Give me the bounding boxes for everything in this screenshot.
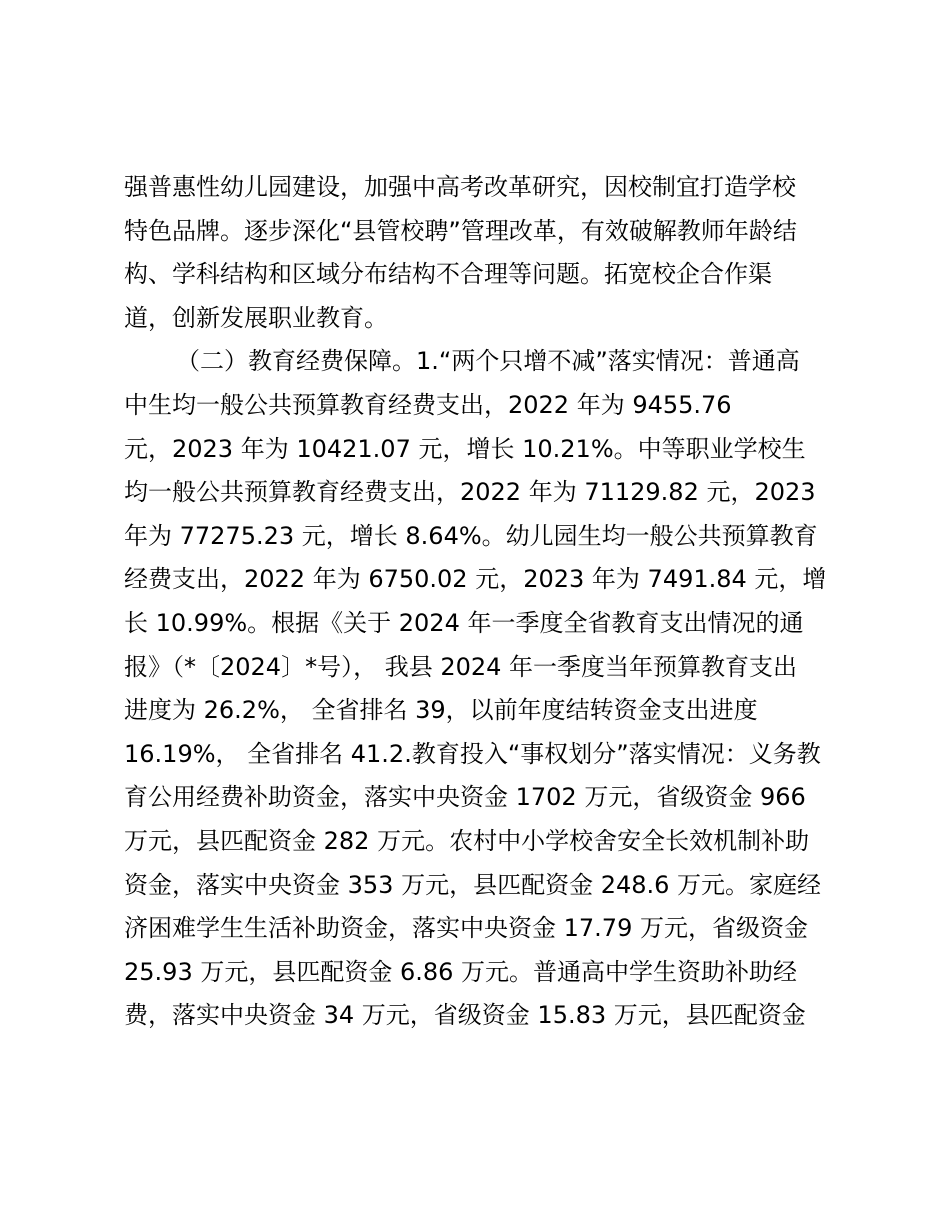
text-line: 济困难学生生活补助资金，落实中央资金 17.79 万元，省级资金 <box>124 914 808 943</box>
text-line: 长 10.99%。根据《关于 2024 年一季度全省教育支出情况的通 <box>124 608 804 637</box>
text-line: 元，2023 年为 10421.07 元，增长 10.21%。中等职业学校生 <box>124 434 806 463</box>
text-line: 万元，县匹配资金 282 万元。农村中小学校舍安全长效机制补助 <box>124 826 810 855</box>
text-line: 年为 77275.23 元，增长 8.64%。幼儿园生均一般公共预算教育 <box>124 521 818 550</box>
text-line: 16.19%， 全省排名 41.2.教育投入“事权划分”落实情况：义务教 <box>124 739 821 768</box>
text-line: 道，创新发展职业教育。 <box>124 303 388 332</box>
text-line: 均一般公共预算教育经费支出，2022 年为 71129.82 元，2023 <box>124 478 816 507</box>
text-line: 中生均一般公共预算教育经费支出，2022 年为 9455.76 <box>124 390 732 419</box>
text-line: 特色品牌。逐步深化“县管校聘”管理改革，有效破解教师年龄结 <box>124 216 797 245</box>
text-line: 经费支出，2022 年为 6750.02 元，2023 年为 7491.84 元，增 <box>124 565 827 594</box>
text-line: 强普惠性幼儿园建设，加强中高考改革研究，因校制宜打造学校 <box>124 173 796 201</box>
body-text <box>124 166 844 1038</box>
text-line: 资金，落实中央资金 353 万元，县匹配资金 248.6 万元。家庭经 <box>124 870 822 899</box>
text-line: 构、学科结构和区域分布结构不合理等问题。拓宽校企合作渠 <box>124 260 772 289</box>
section-heading-line: （二）教育经费保障。1.“两个只增不减”落实情况：普通高 <box>176 347 800 376</box>
text-line: 报》（*〔2024〕*号）， 我县 2024 年一季度当年预算教育支出 <box>124 652 798 681</box>
text-line: 育公用经费补助资金，落实中央资金 1702 万元，省级资金 966 <box>124 783 806 812</box>
text-line: 25.93 万元，县匹配资金 6.86 万元。普通高中学生资助补助经 <box>124 957 798 986</box>
text-line: 进度为 26.2%， 全省排名 39，以前年度结转资金支出进度 <box>124 696 758 725</box>
text-line: 费，落实中央资金 34 万元，省级资金 15.83 万元，县匹配资金 <box>124 1001 806 1030</box>
